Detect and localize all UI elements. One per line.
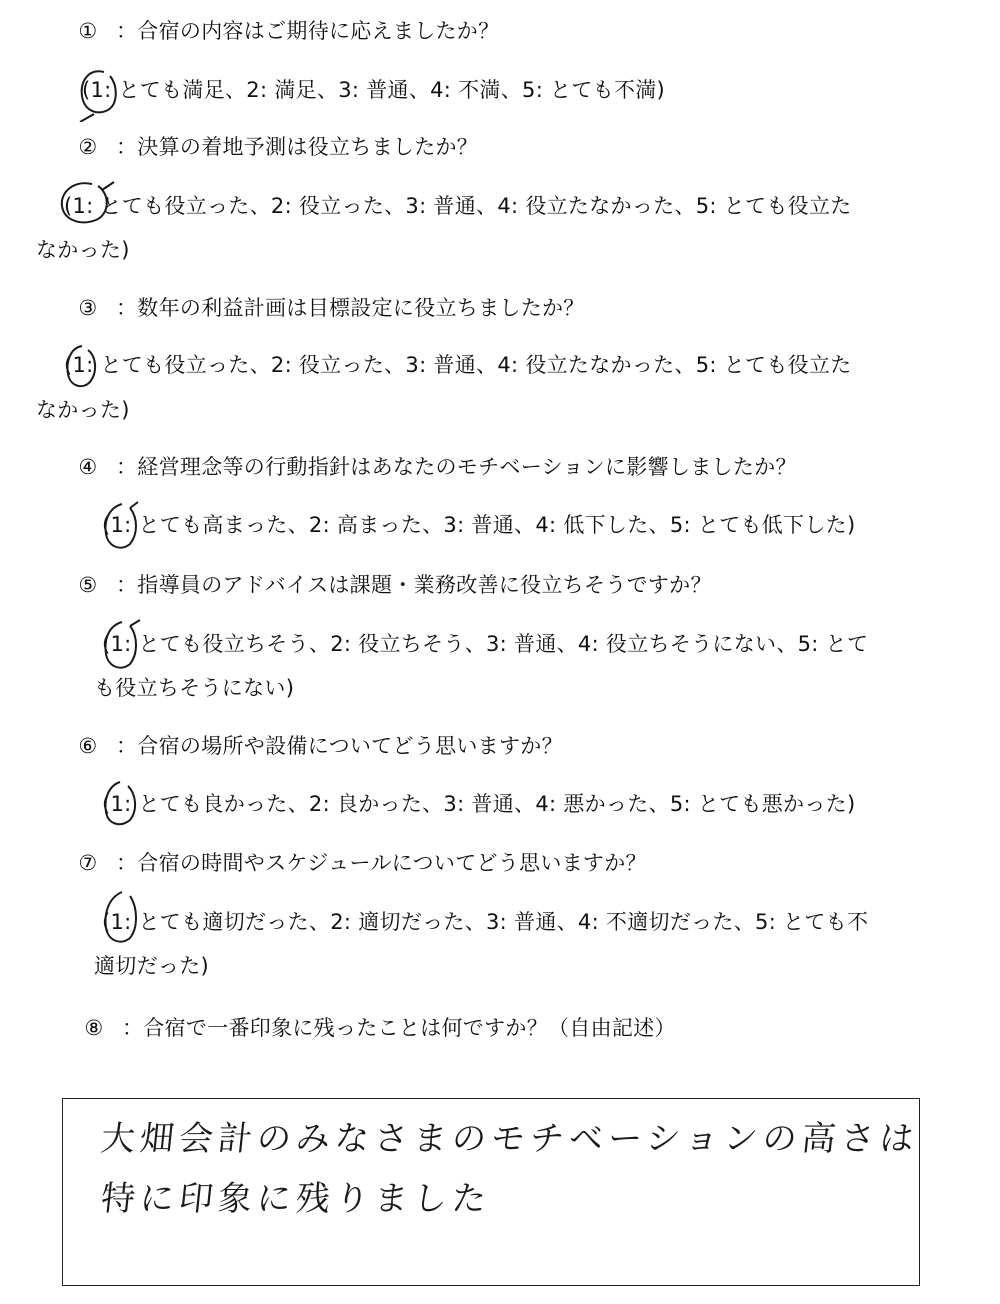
answer-options-5-cont: も役立ちそうにない) bbox=[94, 676, 295, 700]
question-number: ⑤ bbox=[78, 573, 98, 597]
free-answer-box[interactable] bbox=[62, 1098, 920, 1286]
question-number: ⑥ bbox=[78, 734, 98, 758]
answer-options-5: (1: とても役立ちそう、2: 役立ちそう、3: 普通、4: 役立ちそうにない、5: とて bbox=[102, 632, 869, 656]
question-7 bbox=[70, 850, 647, 876]
question-number: ⑦ bbox=[78, 851, 98, 875]
answer-options-4: (1: とても高まった、2: 高まった、3: 普通、4: 低下した、5: とても低下した) bbox=[102, 513, 856, 537]
question-6 bbox=[70, 733, 563, 759]
question-text: ：合宿の内容はご期待に応えましたか？ bbox=[116, 19, 500, 43]
answer-options-2-cont: なかった) bbox=[36, 238, 130, 262]
question-number: ③ bbox=[78, 296, 98, 320]
question-text: ：経営理念等の行動指針はあなたのモチベーションに影響しましたか？ bbox=[116, 455, 797, 479]
answer-options-1: (1: とても満足、2: 満足、3: 普通、4: 不満、5: とても不満) bbox=[82, 78, 666, 102]
question-number: ① bbox=[78, 19, 98, 43]
answer-options-2: (1: とても役立った、2: 役立った、3: 普通、4: 役立たなかった、5: とても役立た bbox=[64, 194, 852, 218]
question-4 bbox=[70, 454, 797, 480]
question-text: ：合宿の時間やスケジュールについてどう思いますか？ bbox=[116, 851, 647, 875]
question-number: ⑧ bbox=[84, 1016, 104, 1040]
question-text: ：指導員のアドバイスは課題・業務改善に役立ちそうですか？ bbox=[116, 573, 712, 597]
free-answer-line-1: 大畑会計のみなさまのモチベーションの高さは bbox=[98, 1119, 921, 1159]
question-1 bbox=[70, 18, 499, 44]
question-5 bbox=[70, 572, 712, 598]
question-text: ：合宿で一番印象に残ったことは何ですか？（自由記述） bbox=[122, 1016, 676, 1040]
answer-options-6: (1: とても良かった、2: 良かった、3: 普通、4: 悪かった、5: とても悪かった) bbox=[102, 792, 856, 816]
question-2 bbox=[70, 134, 478, 160]
question-3 bbox=[70, 295, 585, 321]
answer-options-7-cont: 適切だった) bbox=[94, 954, 209, 978]
question-text: ：数年の利益計画は目標設定に役立ちましたか？ bbox=[116, 296, 585, 320]
question-number: ② bbox=[78, 135, 98, 159]
question-text: ：合宿の場所や設備についてどう思いますか？ bbox=[116, 734, 563, 758]
question-number: ④ bbox=[78, 455, 98, 479]
free-answer-line-2: 特に印象に残りました bbox=[98, 1179, 494, 1219]
question-8 bbox=[76, 1015, 676, 1041]
question-text: ：決算の着地予測は役立ちましたか？ bbox=[116, 135, 479, 159]
answer-options-3-cont: なかった) bbox=[36, 398, 130, 422]
answer-options-3: (1: とても役立った、2: 役立った、3: 普通、4: 役立たなかった、5: とても役立た bbox=[64, 353, 852, 377]
answer-options-7: (1: とても適切だった、2: 適切だった、3: 普通、4: 不適切だった、5: とても不 bbox=[102, 910, 869, 934]
